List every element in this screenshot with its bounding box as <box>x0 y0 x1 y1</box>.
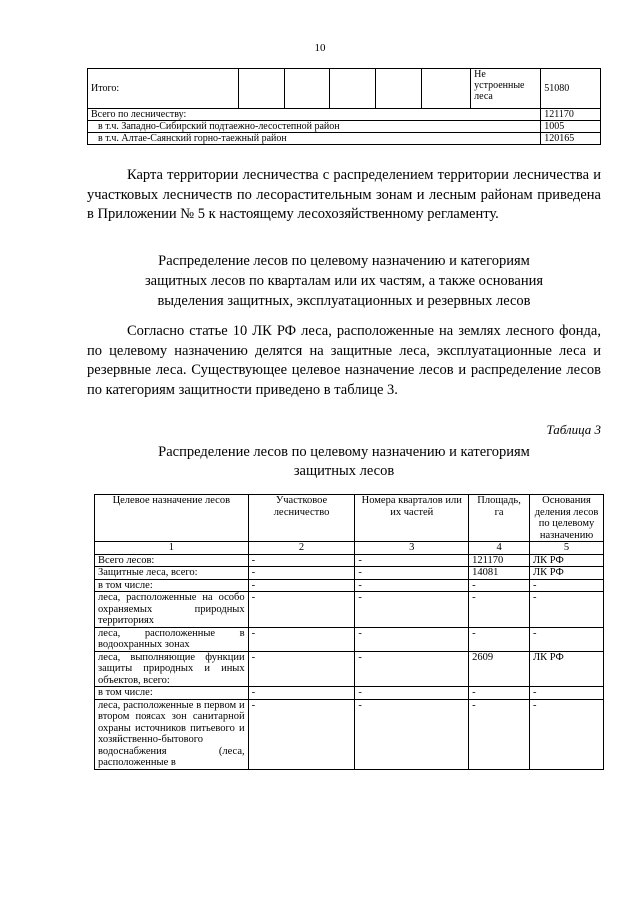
table-row <box>88 133 601 145</box>
table-title <box>87 443 601 481</box>
quarters-cell: - <box>355 651 469 687</box>
table-row <box>95 592 604 628</box>
map-paragraph: Карта территории лесничества с распределением территории лесничества и участковых лесничеств по лесорастительным зонам и лесным районам приведена в Приложении № 5 к настоящему лесохозяйственному регламенту. <box>87 167 601 222</box>
table-title-line: Распределение лесов по целевому назначению и категориям <box>158 444 530 460</box>
purpose-cell: леса, расположенные на особо охраняемых природных территориях <box>95 592 249 628</box>
column-number: 1 <box>95 542 249 555</box>
column-number: 5 <box>530 542 604 555</box>
table-caption: Таблица 3 <box>546 422 601 437</box>
area-cell: - <box>469 687 530 700</box>
table-row <box>88 109 601 121</box>
column-header: Номера кварталов или их частей <box>355 495 469 542</box>
basis-cell: ЛК РФ <box>530 567 604 580</box>
area-cell: 2609 <box>469 651 530 687</box>
column-number: 2 <box>248 542 355 555</box>
basis-cell: - <box>530 592 604 628</box>
row-value: 120165 <box>541 133 601 145</box>
table-header-row <box>95 495 604 542</box>
quarters-cell: - <box>355 687 469 700</box>
section-heading <box>87 251 601 311</box>
section-heading-line: защитных лесов по кварталам или их частям, а также основания <box>144 273 544 289</box>
basis-cell: - <box>530 687 604 700</box>
purpose-cell: Защитные леса, всего: <box>95 567 249 580</box>
district-cell: - <box>248 554 355 567</box>
section-heading-line: Распределение лесов по целевому назначению и категориям <box>158 253 530 269</box>
row-label: Всего по лесничеству: <box>88 109 541 121</box>
basis-cell: ЛК РФ <box>530 651 604 687</box>
purpose-cell: Всего лесов: <box>95 554 249 567</box>
quarters-cell: - <box>355 627 469 651</box>
table-row <box>88 121 601 133</box>
quarters-cell: - <box>355 592 469 628</box>
purpose-cell: леса, расположенные в водоохранных зонах <box>95 627 249 651</box>
column-header: Площадь, га <box>469 495 530 542</box>
district-cell: - <box>248 592 355 628</box>
purpose-cell: в том числе: <box>95 579 249 592</box>
row-label: в т.ч. Западно-Сибирский подтаежно-лесостепной район <box>88 121 541 133</box>
table-row <box>95 687 604 700</box>
purpose-cell: леса, расположенные в первом и втором поясах зон санитарной охраны источников питьевого и хозяйственно-бытового водоснабжения (леса, расположенные в <box>95 699 249 769</box>
area-cell: - <box>469 592 530 628</box>
row-value: 1005 <box>541 121 601 133</box>
area-cell: 14081 <box>469 567 530 580</box>
area-cell: - <box>469 579 530 592</box>
basis-cell: - <box>530 579 604 592</box>
area-cell: - <box>469 699 530 769</box>
basis-cell: ЛК РФ <box>530 554 604 567</box>
column-number-row <box>95 542 604 555</box>
district-cell: - <box>248 567 355 580</box>
column-header: Участковое лесничество <box>248 495 355 542</box>
quarters-cell: - <box>355 567 469 580</box>
column-header: Основания деления лесов по целевому назначению <box>530 495 604 542</box>
forest-purpose-table <box>94 494 604 770</box>
basis-cell: - <box>530 627 604 651</box>
quarters-cell: - <box>355 554 469 567</box>
area-cell: - <box>469 627 530 651</box>
column-number: 3 <box>355 542 469 555</box>
row-value: 121170 <box>541 109 601 121</box>
basis-cell: - <box>530 699 604 769</box>
purpose-cell: в том числе: <box>95 687 249 700</box>
district-cell: - <box>248 579 355 592</box>
not-arranged-forests-label: Не устроенные леса <box>471 69 541 109</box>
forest-zones-table-fragment <box>87 68 601 145</box>
column-header: Целевое назначение лесов <box>95 495 249 542</box>
totals-row <box>88 69 601 109</box>
page-number: 10 <box>314 42 326 54</box>
table-row <box>95 567 604 580</box>
table-row <box>95 651 604 687</box>
district-cell: - <box>248 651 355 687</box>
section-heading-line: выделения защитных, эксплуатационных и резервных лесов <box>157 293 531 309</box>
table-row <box>95 579 604 592</box>
row-label: в т.ч. Алтае-Саянский горно-таежный район <box>88 133 541 145</box>
table-title-line: защитных лесов <box>293 463 395 479</box>
district-cell: - <box>248 687 355 700</box>
table-row <box>95 554 604 567</box>
itogo-value: 51080 <box>541 69 601 109</box>
quarters-cell: - <box>355 579 469 592</box>
legal-basis-paragraph: Согласно статье 10 ЛК РФ леса, расположенные на землях лесного фонда, по целевому назначению делятся на защитные леса, эксплуатационные леса и резервные леса. Существующее целевое назначение лесов и распределение лесов по категориям защитности приведено в таблице 3. <box>87 323 601 398</box>
quarters-cell: - <box>355 699 469 769</box>
table-row <box>95 627 604 651</box>
purpose-cell: леса, выполняющие функции защиты природных и иных объектов, всего: <box>95 651 249 687</box>
table-row <box>95 699 604 769</box>
district-cell: - <box>248 699 355 769</box>
area-cell: 121170 <box>469 554 530 567</box>
column-number: 4 <box>469 542 530 555</box>
itogo-label: Итого: <box>88 69 239 109</box>
district-cell: - <box>248 627 355 651</box>
